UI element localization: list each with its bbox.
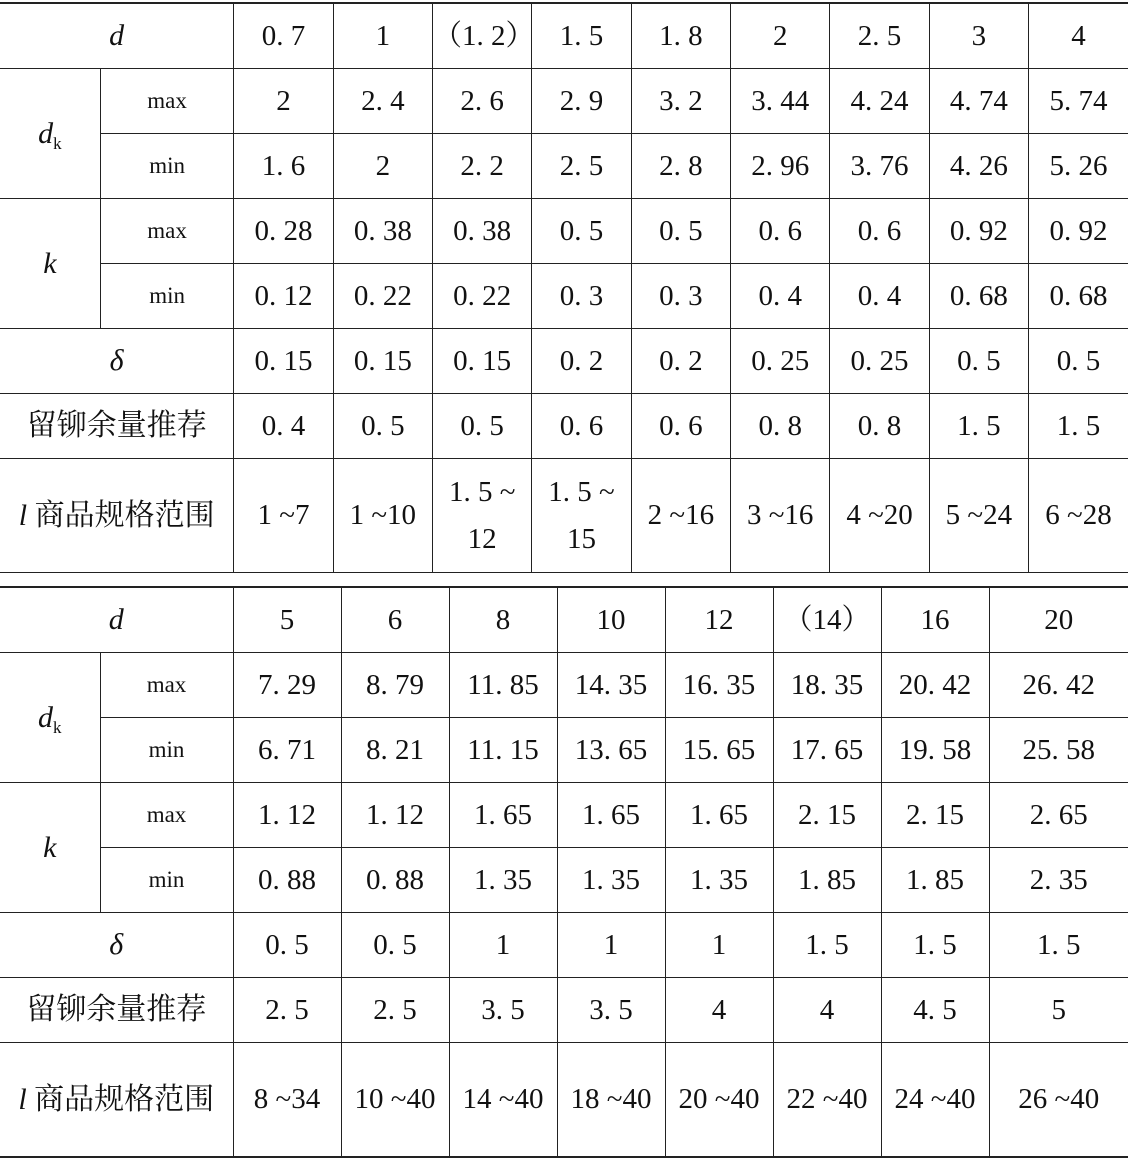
cell-dk-max: 3. 44 bbox=[731, 69, 830, 134]
cell-k-min: 0. 88 bbox=[341, 848, 449, 913]
label-min: min bbox=[100, 848, 233, 913]
cell-range: 18 ~40 bbox=[557, 1043, 665, 1158]
cell-k-min: 0. 88 bbox=[233, 848, 341, 913]
label-min: min bbox=[100, 718, 233, 783]
label-range bbox=[0, 459, 234, 573]
cell-range: 1 ~7 bbox=[234, 459, 333, 573]
cell-dk-max: 7. 29 bbox=[233, 653, 341, 718]
label-dk-subscript: k bbox=[53, 717, 62, 737]
label-dk-main: d bbox=[38, 116, 54, 150]
label-max: max bbox=[100, 199, 233, 264]
row-d bbox=[0, 587, 1128, 653]
cell-range: 1. 5 ~ 12 bbox=[433, 459, 532, 573]
cell-allowance: 5 bbox=[989, 978, 1128, 1043]
cell-allowance: 0. 8 bbox=[830, 394, 929, 459]
cell-k-min: 0. 3 bbox=[631, 264, 730, 329]
cell-dk-max: 2. 6 bbox=[433, 69, 532, 134]
cell-dk-min: 13. 65 bbox=[557, 718, 665, 783]
row-allowance bbox=[0, 978, 1128, 1043]
cell-delta: 0. 5 bbox=[341, 913, 449, 978]
label-range-text: 商品规格范围 bbox=[26, 1082, 215, 1116]
cell-dk-min: 1. 6 bbox=[234, 134, 333, 199]
cell-k-max: 0. 5 bbox=[631, 199, 730, 264]
cell-delta: 0. 25 bbox=[830, 329, 929, 394]
cell-k-max: 1. 65 bbox=[557, 783, 665, 848]
label-delta: δ bbox=[0, 329, 234, 394]
cell-allowance: 0. 6 bbox=[631, 394, 730, 459]
cell-dk-min: 5. 26 bbox=[1029, 134, 1128, 199]
cell-d: 1. 8 bbox=[631, 3, 730, 69]
cell-delta: 0. 5 bbox=[929, 329, 1028, 394]
cell-k-max: 0. 5 bbox=[532, 199, 631, 264]
cell-dk-max: 2 bbox=[234, 69, 333, 134]
cell-k-min: 0. 3 bbox=[532, 264, 631, 329]
cell-d: 2. 5 bbox=[830, 3, 929, 69]
cell-dk-min: 17. 65 bbox=[773, 718, 881, 783]
cell-dk-min: 2. 5 bbox=[532, 134, 631, 199]
spec-table-large-sizes bbox=[0, 586, 1128, 1158]
cell-k-min: 1. 35 bbox=[665, 848, 773, 913]
cell-k-min: 2. 35 bbox=[989, 848, 1128, 913]
cell-dk-min: 15. 65 bbox=[665, 718, 773, 783]
row-dk-max bbox=[0, 69, 1128, 134]
cell-range: 6 ~28 bbox=[1029, 459, 1128, 573]
cell-k-min: 1. 85 bbox=[881, 848, 989, 913]
cell-dk-min: 2. 2 bbox=[433, 134, 532, 199]
cell-allowance: 3. 5 bbox=[449, 978, 557, 1043]
cell-dk-min: 2. 8 bbox=[631, 134, 730, 199]
cell-delta: 1. 5 bbox=[989, 913, 1128, 978]
row-k-min bbox=[0, 264, 1128, 329]
cell-delta: 0. 25 bbox=[731, 329, 830, 394]
cell-d: 2 bbox=[731, 3, 830, 69]
label-delta: δ bbox=[0, 913, 233, 978]
cell-range: 4 ~20 bbox=[830, 459, 929, 573]
cell-delta: 1. 5 bbox=[773, 913, 881, 978]
cell-d: 8 bbox=[449, 587, 557, 653]
row-allowance bbox=[0, 394, 1128, 459]
cell-d: （14） bbox=[773, 587, 881, 653]
cell-k-max: 2. 15 bbox=[773, 783, 881, 848]
label-dk bbox=[0, 653, 100, 783]
cell-dk-max: 4. 24 bbox=[830, 69, 929, 134]
cell-k-min: 0. 68 bbox=[1029, 264, 1128, 329]
cell-range: 14 ~40 bbox=[449, 1043, 557, 1158]
label-dk-subscript: k bbox=[53, 133, 62, 153]
cell-range: 8 ~34 bbox=[233, 1043, 341, 1158]
row-k-min bbox=[0, 848, 1128, 913]
cell-dk-max: 26. 42 bbox=[989, 653, 1128, 718]
row-d bbox=[0, 3, 1128, 69]
cell-allowance: 3. 5 bbox=[557, 978, 665, 1043]
cell-dk-min: 4. 26 bbox=[929, 134, 1028, 199]
cell-k-min: 0. 22 bbox=[433, 264, 532, 329]
cell-k-max: 0. 38 bbox=[433, 199, 532, 264]
cell-k-max: 0. 92 bbox=[1029, 199, 1128, 264]
cell-dk-min: 8. 21 bbox=[341, 718, 449, 783]
row-delta bbox=[0, 329, 1128, 394]
cell-delta: 0. 15 bbox=[234, 329, 333, 394]
cell-dk-max: 8. 79 bbox=[341, 653, 449, 718]
cell-k-max: 1. 65 bbox=[665, 783, 773, 848]
label-d: d bbox=[0, 587, 233, 653]
cell-range: 10 ~40 bbox=[341, 1043, 449, 1158]
cell-allowance: 0. 8 bbox=[731, 394, 830, 459]
cell-range: 5 ~24 bbox=[929, 459, 1028, 573]
cell-k-min: 1. 35 bbox=[449, 848, 557, 913]
cell-d: 16 bbox=[881, 587, 989, 653]
cell-dk-max: 4. 74 bbox=[929, 69, 1028, 134]
cell-dk-max: 3. 2 bbox=[631, 69, 730, 134]
cell-delta: 0. 2 bbox=[631, 329, 730, 394]
label-min: min bbox=[100, 134, 233, 199]
cell-dk-max: 2. 4 bbox=[333, 69, 432, 134]
cell-range: 1 ~10 bbox=[333, 459, 432, 573]
label-allowance: 留铆余量推荐 bbox=[0, 978, 233, 1043]
cell-range: 3 ~16 bbox=[731, 459, 830, 573]
cell-dk-min: 2 bbox=[333, 134, 432, 199]
cell-d: 1 bbox=[333, 3, 432, 69]
cell-dk-max: 2. 9 bbox=[532, 69, 631, 134]
label-range-text: 商品规格范围 bbox=[27, 498, 215, 532]
cell-delta: 1 bbox=[557, 913, 665, 978]
cell-dk-max: 20. 42 bbox=[881, 653, 989, 718]
cell-d: 3 bbox=[929, 3, 1028, 69]
cell-k-max: 1. 12 bbox=[341, 783, 449, 848]
cell-dk-min: 25. 58 bbox=[989, 718, 1128, 783]
cell-allowance: 4 bbox=[773, 978, 881, 1043]
cell-dk-max: 14. 35 bbox=[557, 653, 665, 718]
cell-dk-min: 11. 15 bbox=[449, 718, 557, 783]
row-dk-min bbox=[0, 134, 1128, 199]
cell-range: 24 ~40 bbox=[881, 1043, 989, 1158]
cell-d: 6 bbox=[341, 587, 449, 653]
cell-allowance: 4. 5 bbox=[881, 978, 989, 1043]
cell-k-min: 0. 4 bbox=[731, 264, 830, 329]
label-range-var: l bbox=[18, 498, 28, 532]
cell-allowance: 0. 5 bbox=[333, 394, 432, 459]
row-dk-max bbox=[0, 653, 1128, 718]
cell-delta: 0. 5 bbox=[1029, 329, 1128, 394]
label-k: k bbox=[0, 199, 100, 329]
cell-allowance: 0. 4 bbox=[234, 394, 333, 459]
cell-delta: 1 bbox=[665, 913, 773, 978]
cell-dk-max: 16. 35 bbox=[665, 653, 773, 718]
cell-range: 1. 5 ~ 15 bbox=[532, 459, 631, 573]
cell-d: 10 bbox=[557, 587, 665, 653]
cell-delta: 1 bbox=[449, 913, 557, 978]
cell-k-min: 0. 68 bbox=[929, 264, 1028, 329]
cell-k-min: 0. 22 bbox=[333, 264, 432, 329]
cell-allowance: 1. 5 bbox=[1029, 394, 1128, 459]
row-range bbox=[0, 1043, 1128, 1158]
label-max: max bbox=[100, 69, 233, 134]
row-range bbox=[0, 459, 1128, 573]
spec-table-small-sizes bbox=[0, 2, 1128, 573]
cell-allowance: 4 bbox=[665, 978, 773, 1043]
label-range-var: l bbox=[18, 1082, 27, 1116]
cell-delta: 0. 15 bbox=[333, 329, 432, 394]
cell-d: 1. 5 bbox=[532, 3, 631, 69]
cell-range: 2 ~16 bbox=[631, 459, 730, 573]
label-max: max bbox=[100, 653, 233, 718]
cell-d: 12 bbox=[665, 587, 773, 653]
cell-range: 20 ~40 bbox=[665, 1043, 773, 1158]
cell-k-min: 1. 85 bbox=[773, 848, 881, 913]
cell-delta: 1. 5 bbox=[881, 913, 989, 978]
cell-dk-max: 11. 85 bbox=[449, 653, 557, 718]
label-dk bbox=[0, 69, 100, 199]
label-dk-main: d bbox=[38, 700, 53, 734]
cell-dk-min: 2. 96 bbox=[731, 134, 830, 199]
cell-k-min: 0. 4 bbox=[830, 264, 929, 329]
cell-dk-min: 3. 76 bbox=[830, 134, 929, 199]
cell-delta: 0. 5 bbox=[233, 913, 341, 978]
cell-d: （1. 2） bbox=[433, 3, 532, 69]
cell-k-max: 1. 12 bbox=[233, 783, 341, 848]
label-d: d bbox=[0, 3, 234, 69]
cell-k-max: 2. 65 bbox=[989, 783, 1128, 848]
label-min: min bbox=[100, 264, 233, 329]
cell-allowance: 2. 5 bbox=[233, 978, 341, 1043]
cell-allowance: 2. 5 bbox=[341, 978, 449, 1043]
cell-k-max: 2. 15 bbox=[881, 783, 989, 848]
cell-allowance: 0. 5 bbox=[433, 394, 532, 459]
cell-dk-max: 18. 35 bbox=[773, 653, 881, 718]
row-k-max bbox=[0, 199, 1128, 264]
cell-d: 20 bbox=[989, 587, 1128, 653]
cell-dk-max: 5. 74 bbox=[1029, 69, 1128, 134]
cell-k-max: 0. 28 bbox=[234, 199, 333, 264]
row-k-max bbox=[0, 783, 1128, 848]
cell-range: 26 ~40 bbox=[989, 1043, 1128, 1158]
label-allowance: 留铆余量推荐 bbox=[0, 394, 234, 459]
cell-dk-min: 19. 58 bbox=[881, 718, 989, 783]
cell-allowance: 0. 6 bbox=[532, 394, 631, 459]
cell-dk-min: 6. 71 bbox=[233, 718, 341, 783]
cell-allowance: 1. 5 bbox=[929, 394, 1028, 459]
cell-delta: 0. 2 bbox=[532, 329, 631, 394]
row-dk-min bbox=[0, 718, 1128, 783]
cell-k-max: 0. 92 bbox=[929, 199, 1028, 264]
row-delta bbox=[0, 913, 1128, 978]
cell-k-max: 1. 65 bbox=[449, 783, 557, 848]
cell-range: 22 ~40 bbox=[773, 1043, 881, 1158]
cell-d: 4 bbox=[1029, 3, 1128, 69]
label-range bbox=[0, 1043, 233, 1158]
cell-d: 5 bbox=[233, 587, 341, 653]
label-k: k bbox=[0, 783, 100, 913]
cell-k-max: 0. 38 bbox=[333, 199, 432, 264]
cell-k-min: 0. 12 bbox=[234, 264, 333, 329]
cell-k-max: 0. 6 bbox=[830, 199, 929, 264]
cell-k-max: 0. 6 bbox=[731, 199, 830, 264]
cell-d: 0. 7 bbox=[234, 3, 333, 69]
label-max: max bbox=[100, 783, 233, 848]
cell-delta: 0. 15 bbox=[433, 329, 532, 394]
cell-k-min: 1. 35 bbox=[557, 848, 665, 913]
